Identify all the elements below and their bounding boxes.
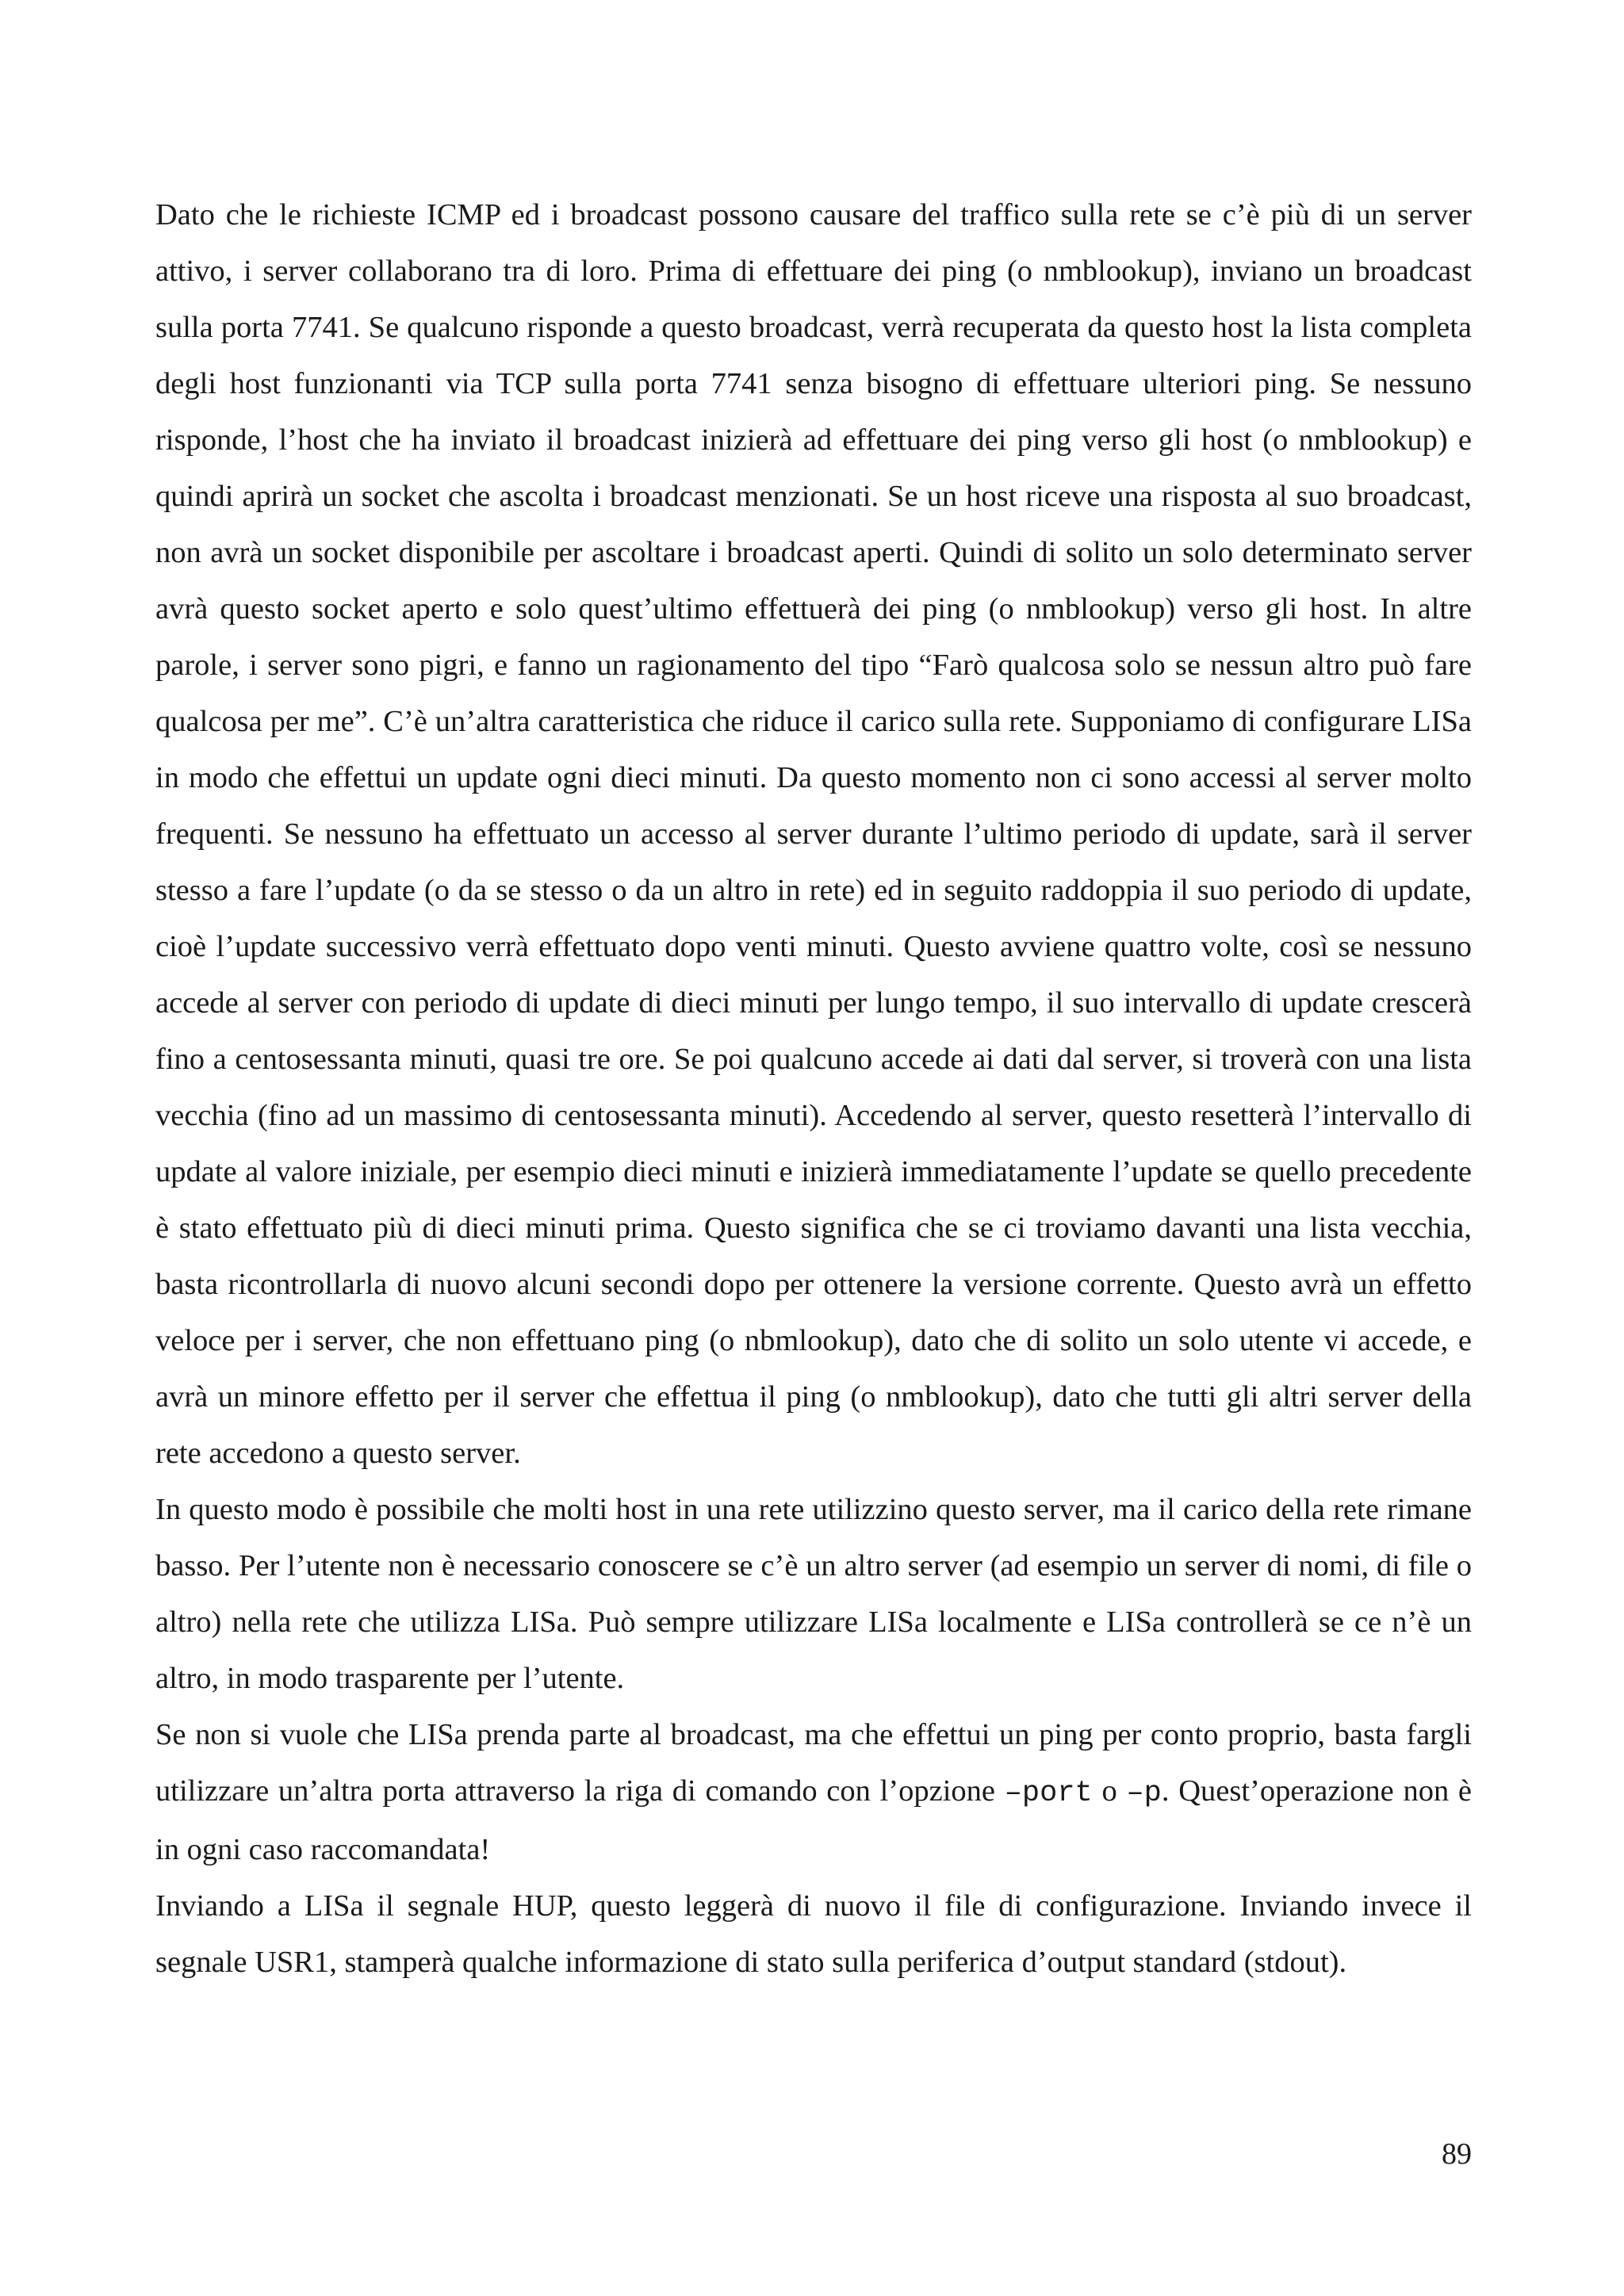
paragraph-2: In questo modo è possibile che molti host in una rete utilizzino questo server, ma il carico della rete rimane basso. Per l’utente non è necessario conoscere se c’è un altro server (ad esempio un server di nomi, di file o altro) nella rete che utilizza LISa. Può sempre utilizzare LISa localmente e LISa controllerà se ce n’è un altro, in modo trasparente per l’utente.	[155, 1493, 1472, 1695]
p-option-code: –p	[1126, 1777, 1162, 1810]
paragraph-3-text-mid: o	[1092, 1774, 1127, 1808]
paragraph-3-text-start: Se non si vuole che LISa prenda parte al broadcast, ma che effettui un ping per conto proprio, basta fargli utilizzare un’altra porta attraverso la riga di comando con l’opzione	[155, 1718, 1472, 1808]
paragraph-3-text-end: . Quest’operazione non è in ogni caso raccomandata!	[155, 1774, 1473, 1866]
port-option-code: –port	[1004, 1777, 1093, 1810]
page-number: 89	[1442, 2137, 1472, 2171]
paragraph-1: Dato che le richieste ICMP ed i broadcast possono causare del traffico sulla rete se c’è più di un server attivo, i server collaborano tra di loro. Prima di effettuare dei ping (o nmblookup), inviano un broadcast sulla porta 7741. Se qualcuno risponde a questo broadcast, verrà recuperata da questo host la lista completa degli host funzionanti via TCP sulla porta 7741 senza bisogno di effettuare ulteriori ping. Se nessuno risponde, l’host che ha inviato il broadcast inizierà ad effettuare dei ping verso gli host (o nmblookup) e quindi aprirà un socket che ascolta i broadcast menzionati. Se un host riceve una risposta al suo broadcast, non avrà un socket disponibile per ascoltare i broadcast aperti. Quindi di solito un solo determinato server avrà questo socket aperto e solo quest’ultimo effettuerà dei ping (o nmblookup) verso gli host. In altre parole, i server sono pigri, e fanno un ragionamento del tipo “Farò qualcosa solo se nessun altro può fare qualcosa per me”. C’è un’altra caratteristica che riduce il carico sulla rete. Supponiamo di configurare LISa in modo che effettui un update ogni dieci minuti. Da questo momento non ci sono accessi al server molto frequenti. Se nessuno ha effettuato un accesso al server durante l’ultimo periodo di update, sarà il server stesso a fare l’update (o da se stesso o da un altro in rete) ed in seguito raddoppia il suo periodo di update, cioè l’update successivo verrà effettuato dopo venti minuti. Questo avviene quattro volte, così se nessuno accede al server con periodo di update di dieci minuti per lungo tempo, il suo intervallo di update crescerà fino a centosessanta minuti, quasi tre ore. Se poi qualcuno accede ai dati dal server, si troverà con una lista vecchia (fino ad un massimo di centosessanta minuti). Accedendo al server, questo resetterà l’intervallo di update al valore iniziale, per esempio dieci minuti e inizierà immediatamente l’update se quello precedente è stato effettuato più di dieci minuti prima. Questo significa che se ci troviamo davanti una lista vecchia, basta ricontrollarla di nuovo alcuni secondi dopo per ottenere la versione corrente. Questo avrà un effetto veloce per i server, che non effettuano ping (o nbmlookup), dato che di solito un solo utente vi accede, e avrà un minore effetto per il server che effettua il ping (o nmblookup), dato che tutti gli altri server della rete accedono a questo server.	[155, 198, 1472, 1470]
document-body	[155, 187, 1472, 1991]
paragraph-4: Inviando a LISa il segnale HUP, questo leggerà di nuovo il file di configurazione. Inviando invece il segnale USR1, stamperà qualche informazione di stato sulla periferica d’output standard (stdout).	[155, 1889, 1472, 1979]
paragraph-3	[155, 1707, 1472, 1878]
